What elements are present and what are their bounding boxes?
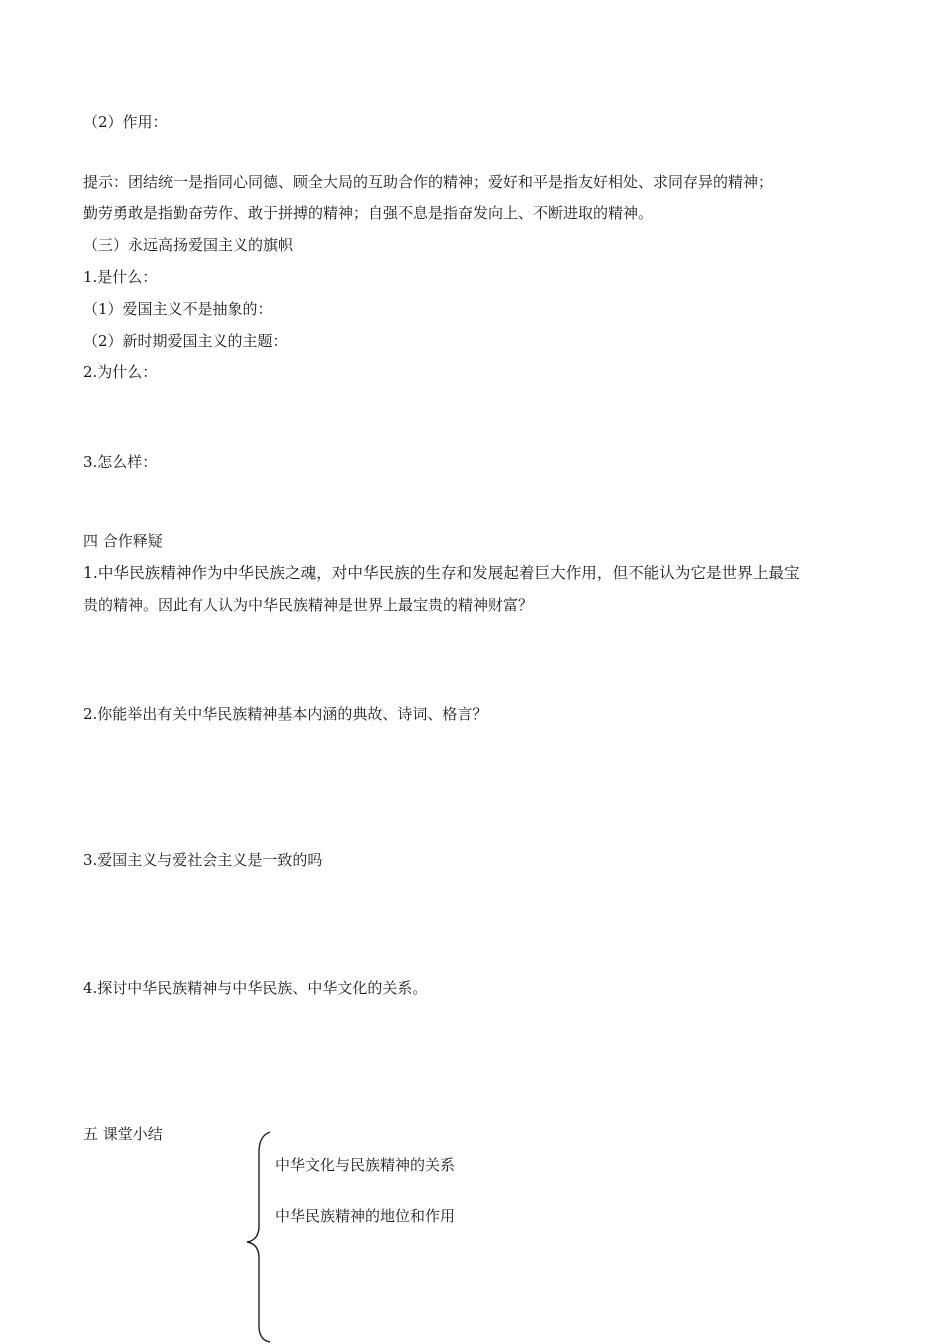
cooperation-heading: 四 合作释疑 [83,532,163,550]
summary-item-2: 中华民族精神的地位和作用 [275,1207,456,1225]
cooperation-q1-line-2: 贵的精神。因此有人认为中华民族精神是世界上最宝贵的精神财富？ [83,596,534,614]
role-heading: （2）作用： [83,113,168,131]
cooperation-q2: 2.你能举出有关中华民族精神基本内涵的典故、诗词、格言？ [83,705,488,723]
cooperation-q1-line-1: 1.中华民族精神作为中华民族之魂，对中华民族的生存和发展起着巨大作用，但不能认为它是世界上最宝 [83,564,800,582]
cooperation-q3: 3.爱国主义与爱社会主义是一致的吗 [83,851,323,869]
patriotism-heading: （三）永远高扬爱国主义的旗帜 [83,236,294,254]
hint-line-2: 勤劳勇敢是指勤奋劳作、敢于拼搏的精神；自强不息是指奋发向上、不断进取的精神。 [83,204,654,222]
cooperation-q4: 4.探讨中华民族精神与中华民族、中华文化的关系。 [83,979,428,997]
hint-line-1: 提示：团结统一是指同心同德、顾全大局的互助合作的精神；爱好和平是指友好相处、求同存异的精神； [83,173,774,191]
patriotism-what: 1.是什么： [83,268,158,286]
patriotism-why: 2.为什么： [83,363,158,381]
patriotism-what-2: （2）新时期爱国主义的主题： [83,332,288,350]
patriotism-how: 3.怎么样： [83,453,158,471]
summary-heading: 五 课堂小结 [83,1125,163,1143]
patriotism-what-1: （1）爱国主义不是抽象的： [83,300,273,318]
summary-brace [238,1130,278,1344]
summary-item-1: 中华文化与民族精神的关系 [275,1156,456,1174]
